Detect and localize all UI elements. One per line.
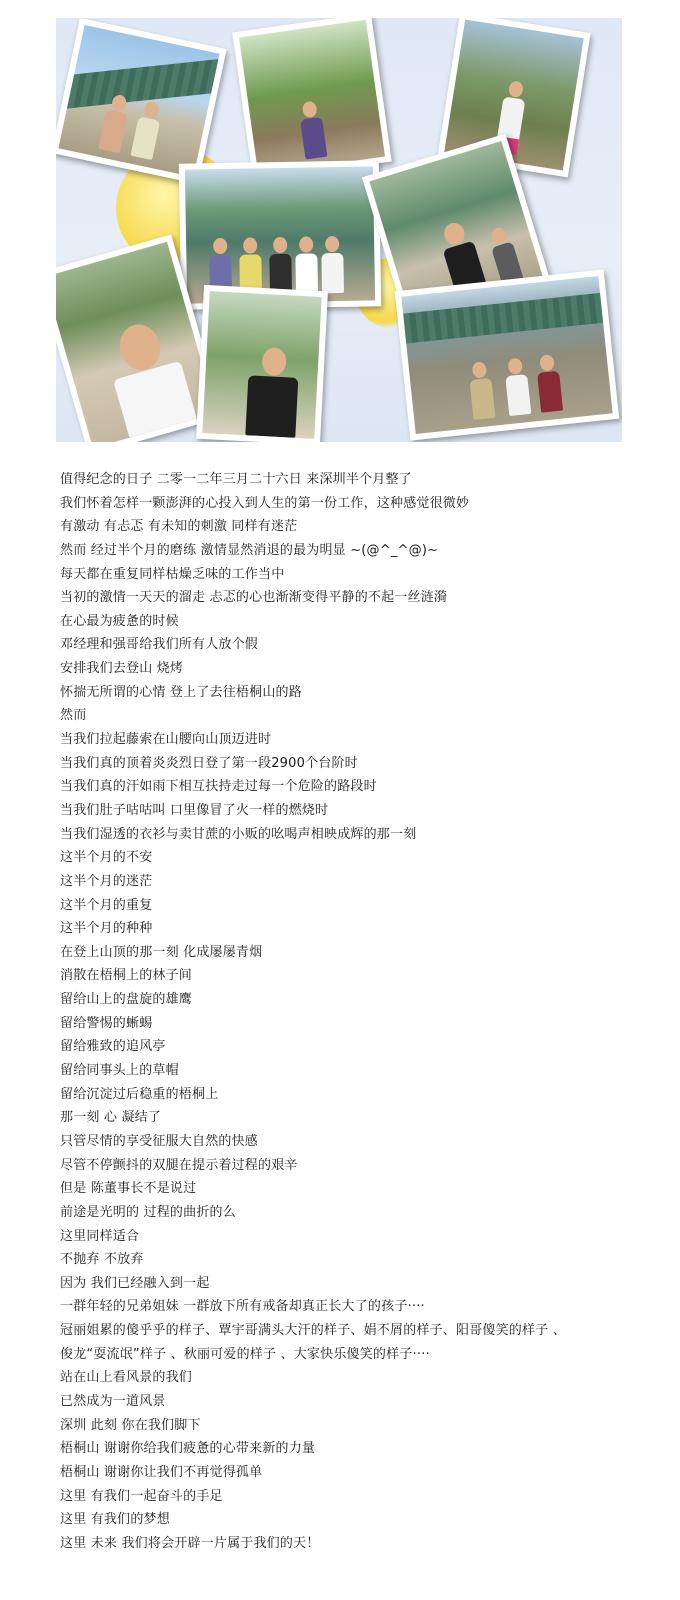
article-line: 每天都在重复同样枯燥乏味的工作当中 (60, 566, 285, 582)
article-line: 留给警惕的蜥蜴 (60, 1015, 153, 1031)
article-line: 在登上山顶的那一刻 化成屡屡青烟 (60, 944, 263, 960)
article-line: 当我们肚子咕咕叫 口里像冒了火一样的燃烧时 (60, 802, 329, 818)
article-line: 值得纪念的日子 二零一二年三月二十六日 来深圳半个月整了 (60, 472, 412, 487)
article-line: 冠丽姐累的傻乎乎的样子、覃宇哥满头大汗的样子、娟不屑的样子、阳哥傻笑的样子 、 (60, 1323, 566, 1339)
article-line: 当我们湿透的衣衫与卖甘蔗的小贩的吆喝声相映成辉的那一刻 (60, 826, 417, 842)
article-line: 这里 未来 我们将会开辟一片属于我们的天！ (60, 1535, 320, 1551)
article-line: 当我们真的顶着炎炎烈日登了第一段2900个台阶时 (60, 755, 358, 771)
article-line: 这半个月的不安 (60, 850, 153, 866)
article-line: 留给山上的盘旋的雄鹰 (60, 992, 193, 1008)
article-line: 俊龙“耍流氓”样子 、秋丽可爱的样子 、大家快乐傻笑的样子···· (60, 1346, 430, 1362)
collage-photo (56, 18, 227, 184)
article-line: 这里 有我们的梦想 (60, 1512, 170, 1528)
article-line: 站在山上看风景的我们 (60, 1370, 193, 1386)
article-line: 只管尽情的享受征服大自然的快感 (60, 1133, 259, 1149)
article-line: 梧桐山 谢谢你给我们疲惫的心带来新的力量 (60, 1441, 316, 1457)
article-line: 消散在梧桐上的林子间 (60, 968, 193, 984)
collage-photo (395, 269, 620, 440)
article-line: 这里 有我们一起奋斗的手足 (60, 1488, 223, 1504)
article-line: 然而 (60, 708, 87, 724)
article-line: 梧桐山 谢谢你让我们不再觉得孤单 (60, 1464, 263, 1480)
article-line: 尽管不停颤抖的双腿在提示着过程的艰辛 (60, 1157, 298, 1173)
article-line: 怀揣无所谓的心情 登上了去往梧桐山的路 (60, 684, 302, 700)
article-line: 留给沉淀过后稳重的梧桐上 (60, 1086, 219, 1102)
article-line: 已然成为一道风景 (60, 1393, 166, 1409)
article-line: 当我们拉起藤索在山腰向山顶迈进时 (60, 732, 272, 748)
article-text (60, 468, 660, 1555)
article-line: 安排我们去登山 烧烤 (60, 661, 184, 677)
article-line: 我们怀着怎样一颗澎湃的心投入到人生的第一份工作，这种感觉很微妙 (60, 495, 470, 511)
photo-collage (56, 18, 622, 442)
article-line: 有激动 有忐忑 有未知的刺激 同样有迷茫 (60, 519, 298, 535)
article-line: 因为 我们已经融入到一起 (60, 1275, 210, 1291)
article-line: 一群年轻的兄弟姐妹 一群放下所有戒备却真正长大了的孩子···· (60, 1299, 425, 1315)
article-line: 这半个月的迷茫 (60, 873, 153, 889)
article-line: 不抛弃 不放弃 (60, 1252, 144, 1268)
collage-photo (232, 18, 392, 181)
article-line: 前途是光明的 过程的曲折的么 (60, 1204, 236, 1220)
article-line: 当我们真的汗如雨下相互扶持走过每一个危险的路段时 (60, 779, 377, 795)
article-line: 深圳 此刻 你在我们脚下 (60, 1417, 201, 1433)
article-line: 当初的激情一天天的溜走 忐忑的心也渐渐变得平静的不起一丝涟漪 (60, 590, 448, 606)
article-line: 这里同样适合 (60, 1228, 140, 1244)
article-line: 留给雅致的追风亭 (60, 1039, 166, 1055)
article-line: 邓经理和强哥给我们所有人放个假 (60, 637, 259, 653)
article-line: 这半个月的种种 (60, 921, 153, 937)
article-line: 那一刻 心 凝结了 (60, 1110, 162, 1126)
article-line: 在心最为疲惫的时候 (60, 613, 179, 629)
article-line: 但是 陈董事长不是说过 (60, 1181, 197, 1197)
collage-photo (196, 285, 328, 442)
article-line: 然而 经过半个月的磨练 激情显然消退的最为明显 ~(@^_^@)~ (60, 542, 439, 558)
article-line: 留给同事头上的草帽 (60, 1063, 179, 1079)
article-line: 这半个月的重复 (60, 897, 153, 913)
